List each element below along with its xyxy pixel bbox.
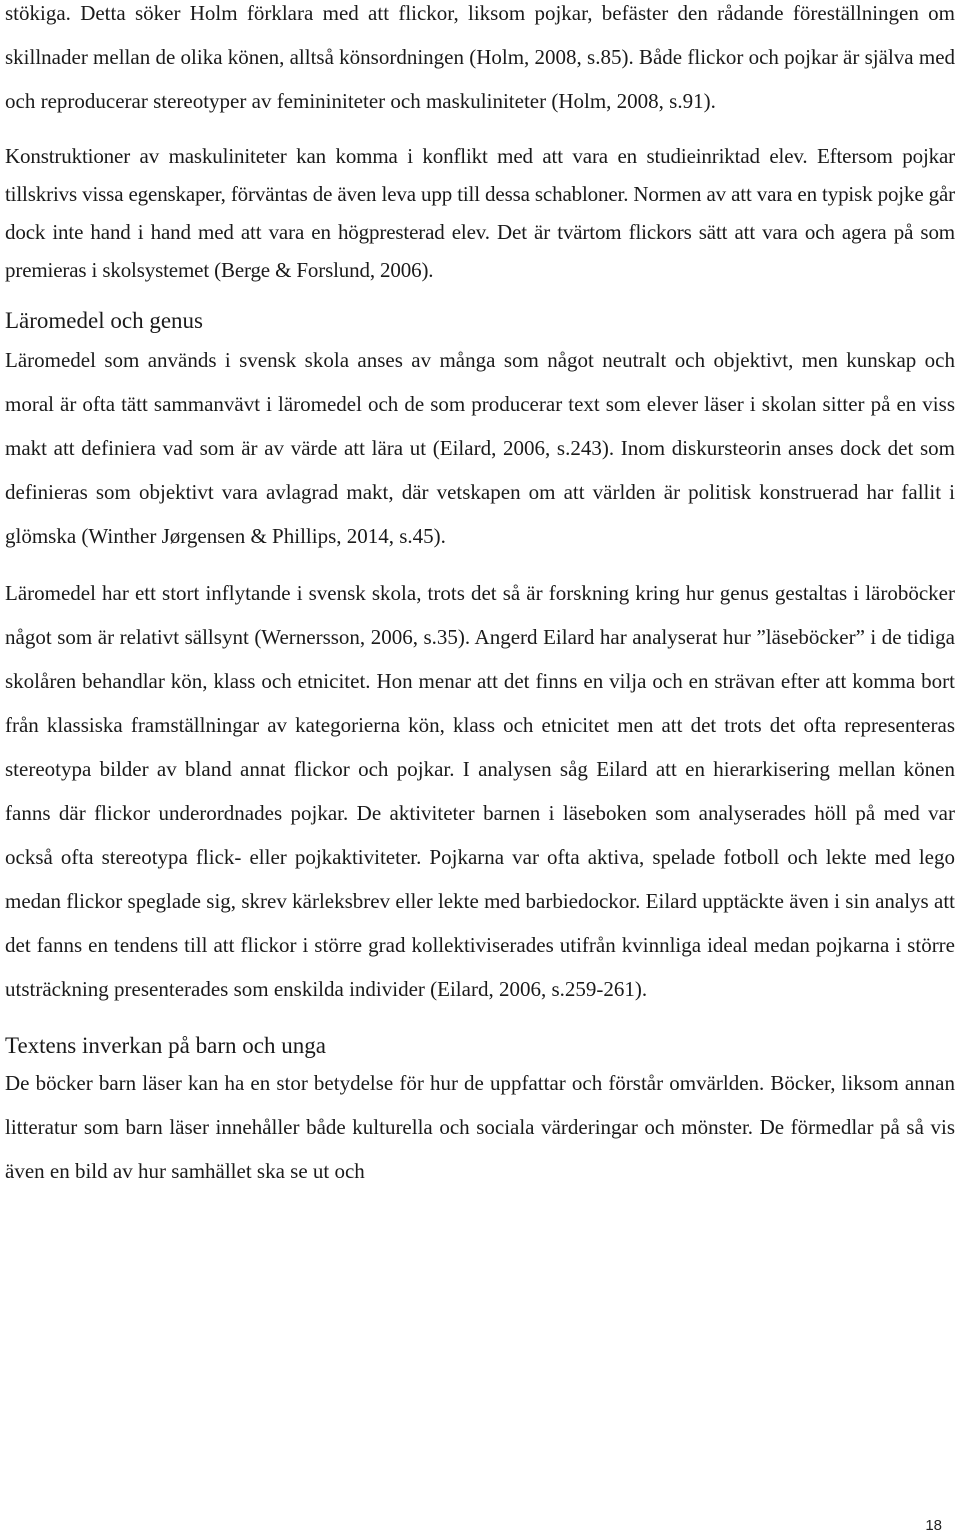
paragraph-laromedel-inflytande: Läromedel har ett stort inflytande i svensk skola, trots det så är forskning kring hur genus gestaltas i läroböcker något som är relativt sällsynt (Wernersson, 2006, s.35). Angerd Eilard har analyserat hur ”läseböcker” i de tidiga skolåren behandlar kön, klass och etnicitet. Hon menar att det finns en vilja och en strävan efter att komma bort från klassiska framställningar av kategorierna kön, klass och etnicitet men att det trots det ofta representeras stereotypa bilder av bland annat flickor och pojkar. I analysen såg Eilard att en hierarkisering mellan könen fanns där flickor underordnades pojkar. De aktiviteter barnen i läseboken som analyserades höll på med var också ofta stereotypa flick- eller pojkaktiviteter. Pojkarna var ofta aktiva, spelade fotboll och lekte med lego medan flickor speglade sig, skrev kärleksbrev eller lekte med barbiedockor. Eilard upptäckte även i sin analys att det fanns en tendens till att flickor i större grad kollektiviserades utifrån kvinnliga ideal medan pojkarna i större utsträckning presenterades som enskilda individer (Eilard, 2006, s.259-261).: [5, 581, 955, 1001]
section-heading-textens-inverkan: Textens inverkan på barn och unga: [5, 1033, 326, 1058]
document-page: [5, 0, 955, 1193]
page-number: 18: [925, 1517, 942, 1534]
paragraph-bocker-barn: De böcker barn läser kan ha en stor betydelse för hur de uppfattar och förstår omvärlden. Böcker, liksom annan litteratur som barn läser innehåller både kulturella och sociala värderingar och mönster. De förmedlar på så vis även en bild av hur samhället ska se ut och: [5, 1071, 955, 1183]
section-heading-laromedel: Läromedel och genus: [5, 308, 203, 333]
paragraph-maskuliniteter: Konstruktioner av maskuliniteter kan komma i konflikt med att vara en studieinriktad elev. Eftersom pojkar tillskrivs vissa egenskaper, förväntas de även leva upp till dessa schabloner. Normen av att vara en typisk pojke går dock inte hand i hand med att vara en högpresterad elev. Det är tvärtom flickors sätt att vara och agera på som premieras i skolsystemet (Berge & Forslund, 2006).: [5, 144, 955, 282]
paragraph-laromedel-neutralt: Läromedel som används i svensk skola anses av många som något neutralt och objektivt, men kunskap och moral är ofta tätt sammanvävt i läromedel och de som producerar text som elever läser i skolan sitter på en viss makt att definiera vad som är av värde att lära ut (Eilard, 2006, s.243). Inom diskursteorin anses dock det som definieras som objektivt vara avlagrad makt, där vetskapen om att världen är politisk konstruerad har fallit i glömska (Winther Jørgensen & Phillips, 2014, s.45).: [5, 348, 955, 548]
paragraph-holm: stökiga. Detta söker Holm förklara med att flickor, liksom pojkar, befäster den rådande föreställningen om skillnader mellan de olika könen, alltså könsordningen (Holm, 2008, s.85). Både flickor och pojkar är själva med och reproducerar stereotyper av femininiteter och maskuliniteter (Holm, 2008, s.91).: [5, 1, 956, 113]
